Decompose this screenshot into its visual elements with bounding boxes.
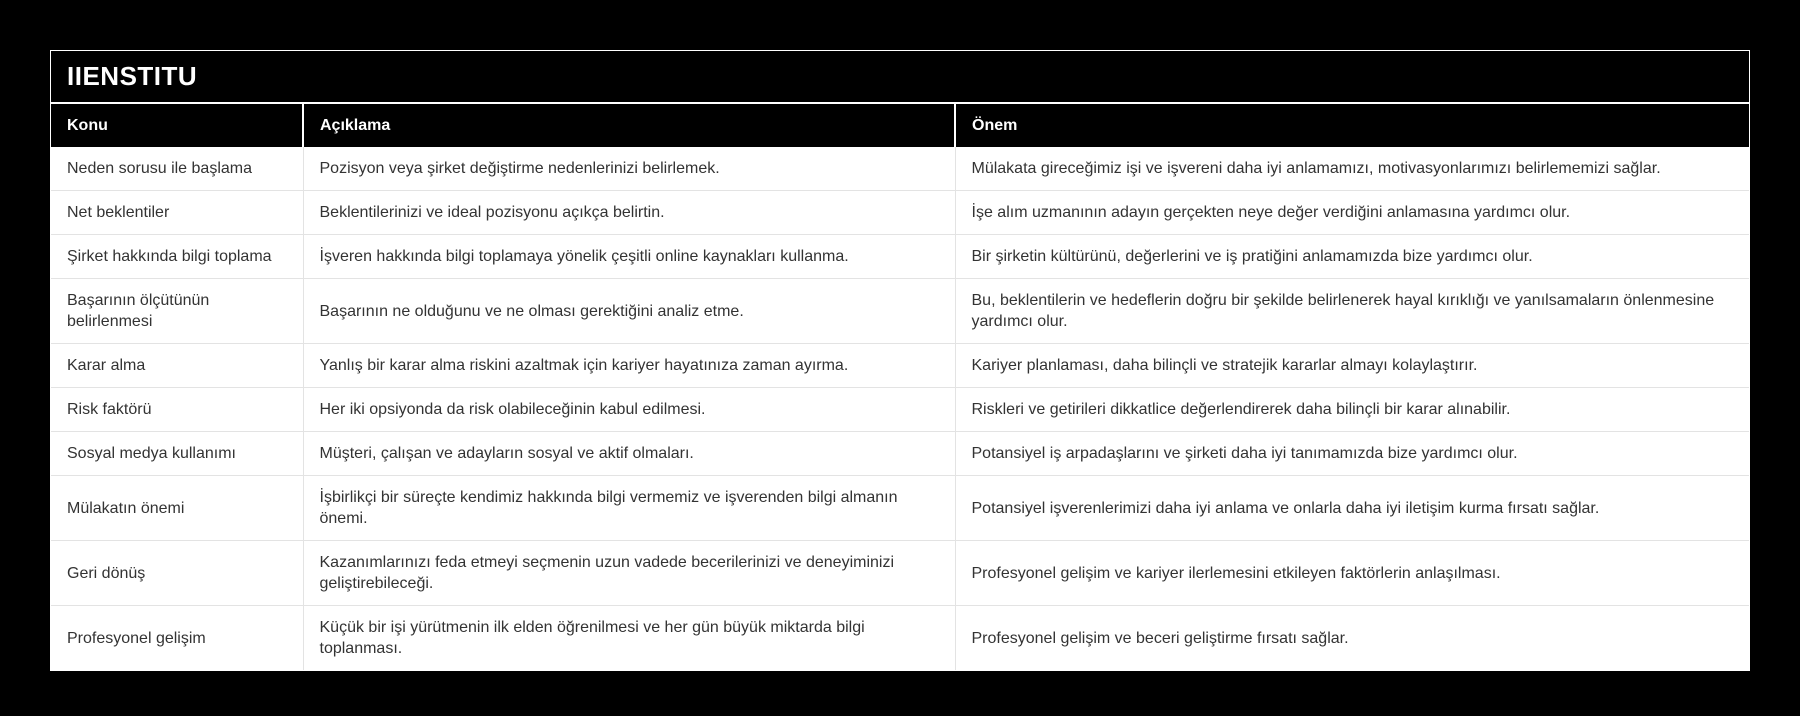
cell-onem: Kariyer planlaması, daha bilinçli ve stratejik kararlar almayı kolaylaştırır.	[955, 344, 1749, 388]
cell-konu: Net beklentiler	[51, 191, 303, 235]
cell-konu: Risk faktörü	[51, 388, 303, 432]
table-row	[51, 541, 1749, 606]
table-header-row	[51, 104, 1749, 147]
table-row	[51, 432, 1749, 476]
cell-aciklama: Yanlış bir karar alma riskini azaltmak için kariyer hayatınıza zaman ayırma.	[303, 344, 955, 388]
cell-aciklama: Müşteri, çalışan ve adayların sosyal ve aktif olmaları.	[303, 432, 955, 476]
cell-konu: Neden sorusu ile başlama	[51, 147, 303, 191]
column-header-aciklama: Açıklama	[303, 104, 955, 147]
table-row	[51, 279, 1749, 344]
cell-aciklama: Küçük bir işi yürütmenin ilk elden öğrenilmesi ve her gün büyük miktarda bilgi toplanması.	[303, 606, 955, 671]
table-row	[51, 388, 1749, 432]
cell-konu: Başarının ölçütünün belirlenmesi	[51, 279, 303, 344]
cell-aciklama: İşbirlikçi bir süreçte kendimiz hakkında bilgi vermemiz ve işverenden bilgi almanın önemi.	[303, 476, 955, 541]
cell-onem: Potansiyel işverenlerimizi daha iyi anlama ve onlarla daha iyi iletişim kurma fırsatı sağlar.	[955, 476, 1749, 541]
table-row	[51, 476, 1749, 541]
table-body	[51, 147, 1749, 670]
table-row	[51, 344, 1749, 388]
cell-konu: Geri dönüş	[51, 541, 303, 606]
cell-onem: Profesyonel gelişim ve beceri geliştirme fırsatı sağlar.	[955, 606, 1749, 671]
cell-konu: Karar alma	[51, 344, 303, 388]
table-row	[51, 606, 1749, 671]
cell-onem: Bu, beklentilerin ve hedeflerin doğru bir şekilde belirlenerek hayal kırıklığı ve yanılsamaların önlenmesine yardımcı olur.	[955, 279, 1749, 344]
column-header-konu: Konu	[51, 104, 303, 147]
cell-onem: Riskleri ve getirileri dikkatlice değerlendirerek daha bilinçli bir karar alınabilir.	[955, 388, 1749, 432]
info-table	[51, 104, 1749, 670]
cell-aciklama: Başarının ne olduğunu ve ne olması gerektiğini analiz etme.	[303, 279, 955, 344]
cell-aciklama: Her iki opsiyonda da risk olabileceğinin kabul edilmesi.	[303, 388, 955, 432]
table-row	[51, 191, 1749, 235]
cell-konu: Mülakatın önemi	[51, 476, 303, 541]
cell-konu: Şirket hakkında bilgi toplama	[51, 235, 303, 279]
cell-onem: Bir şirketin kültürünü, değerlerini ve iş pratiğini anlamamızda bize yardımcı olur.	[955, 235, 1749, 279]
table-row	[51, 235, 1749, 279]
table-row	[51, 147, 1749, 191]
table-title: IIENSTITU	[51, 51, 1749, 104]
cell-onem: Profesyonel gelişim ve kariyer ilerlemesini etkileyen faktörlerin anlaşılması.	[955, 541, 1749, 606]
column-header-onem: Önem	[955, 104, 1749, 147]
cell-aciklama: Kazanımlarınızı feda etmeyi seçmenin uzun vadede becerilerinizi ve deneyiminizi geliştirebileceği.	[303, 541, 955, 606]
cell-onem: İşe alım uzmanının adayın gerçekten neye değer verdiğini anlamasına yardımcı olur.	[955, 191, 1749, 235]
cell-onem: Potansiyel iş arpadaşlarını ve şirketi daha iyi tanımamızda bize yardımcı olur.	[955, 432, 1749, 476]
cell-aciklama: Pozisyon veya şirket değiştirme nedenlerinizi belirlemek.	[303, 147, 955, 191]
cell-onem: Mülakata gireceğimiz işi ve işvereni daha iyi anlamamızı, motivasyonlarımızı belirlememizi sağlar.	[955, 147, 1749, 191]
cell-aciklama: İşveren hakkında bilgi toplamaya yönelik çeşitli online kaynakları kullanma.	[303, 235, 955, 279]
cell-aciklama: Beklentilerinizi ve ideal pozisyonu açıkça belirtin.	[303, 191, 955, 235]
cell-konu: Sosyal medya kullanımı	[51, 432, 303, 476]
table-container	[50, 50, 1750, 671]
cell-konu: Profesyonel gelişim	[51, 606, 303, 671]
